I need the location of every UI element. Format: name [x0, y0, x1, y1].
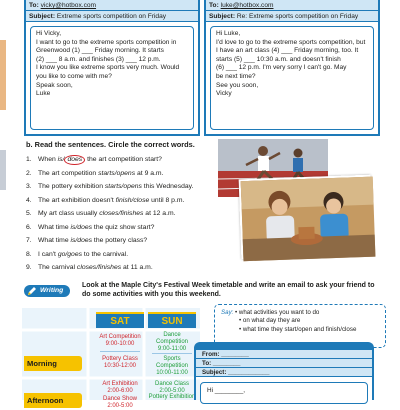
edge-photo-strip — [0, 150, 6, 190]
email-to-row — [206, 0, 378, 11]
say-item: • on what day they are — [239, 317, 301, 325]
word-option[interactable]: opens — [123, 183, 142, 190]
email-line: I'd love to go to the extreme sports competition, but — [216, 38, 366, 46]
day-tab-sunday: SUN — [148, 312, 196, 328]
event-name: Dance Class — [154, 381, 189, 387]
sentence-item — [26, 153, 236, 167]
event-name: Pottery Class — [102, 356, 138, 362]
sentence-item — [26, 221, 236, 235]
word-option[interactable]: opens — [116, 169, 136, 177]
to-field[interactable]: To: ________ — [196, 359, 372, 368]
event-cell — [96, 396, 144, 410]
sentence-number: 6. — [26, 223, 32, 231]
email-line: I want to go to the extreme sports competition in — [36, 38, 177, 46]
writing-instructions: Look at the Maple City's Festival Week timetable and write an email to ask your friend to do some activities with you this weekend. — [82, 282, 375, 298]
sentence-text: the art competition start? — [85, 156, 162, 163]
email-answer-form — [194, 342, 374, 400]
event-time: 9:00-11:00 — [157, 346, 187, 352]
sentence-number: 9. — [26, 264, 32, 271]
sentence-item — [26, 234, 236, 248]
sentence-item — [26, 180, 236, 194]
sentence-text: the pottery class? — [92, 237, 148, 244]
event-cell — [148, 332, 196, 353]
sentence-text: When — [38, 156, 58, 163]
sentence-text: the quiz show start? — [92, 223, 155, 231]
word-option[interactable]: starts — [98, 169, 115, 177]
sentence-text: What time — [38, 237, 71, 244]
subject-value: Extreme sports competition on Friday — [56, 13, 167, 20]
event-time: 10:30-12:00 — [103, 363, 137, 369]
pottery-class-photo — [239, 175, 374, 260]
email-line: Luke — [36, 90, 51, 98]
subject-label: Subject: — [29, 13, 56, 20]
sentence-text: until 8 p.m. — [149, 196, 185, 204]
word-option[interactable]: closes — [99, 210, 119, 217]
day-tab-saturday: SAT — [96, 312, 144, 328]
pencil-icon — [27, 286, 37, 296]
event-cell — [96, 381, 144, 395]
event-cell — [96, 356, 144, 370]
writing-badge-label: Writing — [40, 287, 64, 294]
email-line: Hi Luke, — [216, 30, 241, 37]
option-separator: / — [65, 250, 68, 258]
sentence-text: The carnival — [38, 264, 77, 271]
event-name: Pottery Exhibition — [148, 394, 196, 400]
say-label: Say: — [221, 309, 234, 316]
event-time: 2:00-5:00 — [159, 388, 185, 394]
say-item: • what time they start/open and finish/close — [239, 325, 357, 333]
cell-divider — [100, 351, 140, 352]
pottery-illustration — [241, 177, 376, 262]
sentence-number: 8. — [26, 250, 32, 258]
sentence-number: 7. — [26, 237, 32, 244]
word-option[interactable]: starts — [104, 183, 122, 190]
say-item: • what activities you want to do — [235, 309, 320, 316]
sentence-text: at 11 a.m. — [121, 264, 153, 271]
to-label: To: — [29, 2, 39, 9]
to-value: vicky@hotbox.com — [40, 2, 97, 9]
festival-timetable — [22, 308, 200, 409]
email-body — [30, 26, 194, 130]
option-separator: / — [131, 196, 134, 204]
subject-label: Subject: — [209, 13, 236, 20]
option-separator: / — [121, 183, 124, 190]
word-option[interactable]: closes — [76, 264, 97, 271]
section-b-title: b. Read the sentences. Circle the correct words. — [26, 140, 195, 149]
email-body-field[interactable] — [200, 382, 368, 404]
email-luke-to-vicky — [24, 0, 200, 136]
to-label: To: — [209, 2, 219, 9]
option-separator: / — [75, 223, 78, 231]
from-field[interactable]: From: ________ — [196, 350, 372, 359]
sentence-text: The art competition — [38, 169, 99, 177]
sentence-item — [26, 167, 236, 181]
sentence-text: I can't — [38, 250, 58, 258]
sentence-text: at 9 a.m. — [135, 169, 164, 177]
event-cell — [148, 394, 196, 401]
word-option[interactable]: does — [77, 237, 93, 244]
event-name: Dance Competition — [155, 332, 188, 345]
word-option-circled[interactable]: does — [64, 155, 85, 165]
sentence-item — [26, 248, 236, 262]
email-subject-row — [206, 11, 378, 22]
event-cell — [148, 381, 196, 395]
option-separator: / — [75, 237, 78, 244]
sentence-text: at 12 a.m. — [143, 210, 176, 217]
sentence-number: 2. — [26, 169, 32, 177]
event-time: 10:00-11:00 — [156, 370, 188, 376]
event-name: Art Competition — [99, 334, 141, 340]
sentence-text: What time — [38, 223, 71, 231]
email-line: you like to come with me? — [36, 72, 112, 80]
sentence-list — [26, 153, 236, 275]
greeting-line: Hi ________, — [207, 387, 246, 394]
writing-section — [24, 282, 384, 304]
sentence-number: 3. — [26, 183, 32, 190]
sentence-text: to the carnival. — [82, 250, 129, 258]
sentence-text: My art class usually — [38, 210, 100, 217]
email-line: starts (5) ___ 10:30 a.m. and doesn't finish — [216, 55, 341, 63]
period-morning: Morning — [24, 356, 82, 371]
email-line: (6) ___ 12 p.m. I'm very sorry I can't go. May — [216, 64, 347, 72]
sentence-text: The pottery exhibition — [38, 183, 105, 190]
sentence-item — [26, 194, 236, 208]
period-afternoon: Afternoon — [24, 393, 82, 408]
to-value: luke@hotbox.com — [220, 2, 274, 9]
email-line: I have an art class (4) ___ Friday morning, too. It — [216, 47, 359, 55]
email-line: (2) ___ 8 a.m. and finishes (3) ___ 12 p.m. — [36, 55, 161, 63]
event-cell — [148, 356, 196, 377]
word-option[interactable]: goes — [67, 250, 83, 258]
sentence-number: 5. — [26, 210, 32, 217]
email-line: I know you like extreme sports very much. Would — [36, 64, 180, 72]
event-time: 9:00-10:00 — [105, 341, 135, 347]
email-to-row — [26, 0, 198, 11]
word-option[interactable]: finishes — [98, 264, 122, 271]
edge-photo-strip — [0, 40, 6, 110]
sentence-text: The art exhibition doesn't — [38, 196, 116, 204]
left-edge-decoration — [0, 0, 6, 400]
event-time: 2:00-5:00 — [107, 403, 133, 409]
event-time: 2:00-6:00 — [107, 388, 133, 394]
subject-field[interactable]: Subject: ____________ — [196, 368, 372, 377]
event-name: Dance Show — [102, 396, 138, 402]
email-vicky-to-luke — [204, 0, 380, 136]
subject-value: Re: Extreme sports competition on Friday — [236, 13, 359, 20]
word-option[interactable]: finishes — [120, 210, 144, 217]
email-line: Hi Vicky, — [36, 30, 62, 37]
word-option[interactable]: go — [57, 250, 66, 258]
email-line: Vicky — [216, 90, 232, 98]
email-line: Speak soon, — [36, 81, 73, 89]
word-option[interactable]: does — [77, 223, 93, 231]
event-name: Art Exhibition — [102, 381, 138, 387]
email-line: See you soon, — [216, 81, 259, 89]
email-body — [210, 26, 374, 130]
word-option[interactable]: close — [133, 196, 150, 204]
word-option[interactable]: is — [57, 156, 63, 163]
email-line: be next time? — [216, 72, 256, 80]
event-name: Sports Competition — [155, 356, 188, 369]
option-separator: / — [114, 169, 117, 177]
sentence-number: 1. — [26, 156, 32, 163]
word-option[interactable]: finish — [115, 196, 132, 204]
sentence-item — [26, 207, 236, 221]
sentence-item — [26, 261, 236, 275]
email-subject-row — [26, 11, 198, 22]
sentence-number: 4. — [26, 196, 32, 204]
email-line: Greenwood (1) ___ Friday morning. It starts — [36, 47, 164, 55]
word-option[interactable]: is — [70, 223, 76, 231]
option-separator: / — [62, 156, 65, 163]
cell-divider — [152, 353, 192, 354]
option-separator: / — [118, 210, 121, 217]
option-separator: / — [96, 264, 99, 271]
writing-badge — [24, 285, 70, 297]
word-option[interactable]: is — [70, 237, 76, 244]
sentence-text: this Wednesday. — [141, 183, 194, 190]
event-cell — [96, 334, 144, 348]
